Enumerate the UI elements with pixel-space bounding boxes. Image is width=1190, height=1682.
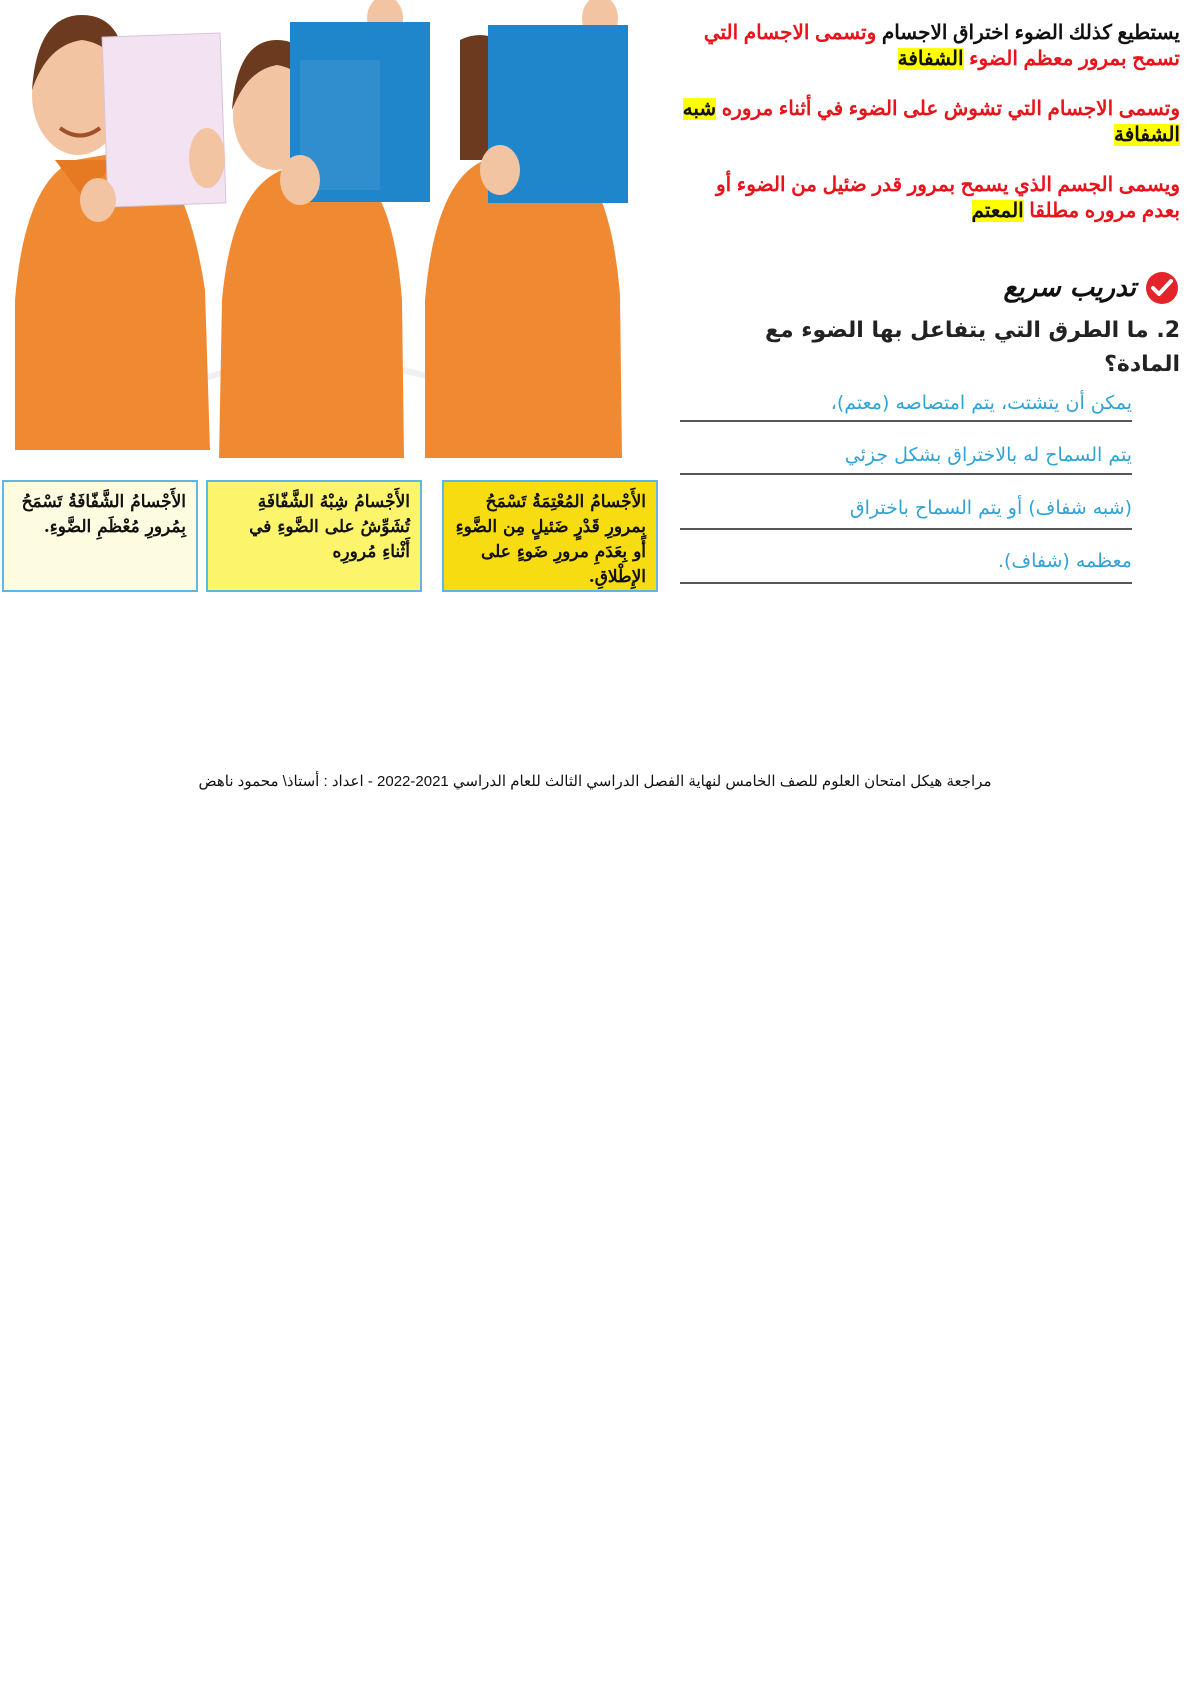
box-translucent <box>206 480 422 592</box>
quick-training-title: تدريب سريع <box>1003 273 1136 303</box>
page-footer: مراجعة هيكل امتحان العلوم للصف الخامس لنهاية الفصل الدراسي الثالث للعام الدراسي 2021-2022 - اعداد : أستاذ\ محمود ناهض <box>198 773 992 790</box>
p3-part-1: ويسمى الجسم الذي يسمح بمرور قدر ضئيل من الضوء أو بعدم مروره مطلقا <box>716 174 1180 222</box>
p3-highlight: المعتم <box>971 200 1024 222</box>
answer-line-4: معظمه (شفاف). <box>997 550 1132 572</box>
answer-rule-2 <box>680 473 1132 475</box>
box-transparent-text: الأَجْسامُ الشَّفّافَةُ تَسْمَحُ بِمُرورِ مُعْظَمِ الضَّوءِ. <box>21 492 186 537</box>
p1-part-2: وتسمى الاجسام التي تسمح بمرور معظم الضوء <box>703 22 1180 70</box>
box-translucent-text: الأَجْسامُ شِبْهُ الشَّفّافَةِ تُشَوِّشُ على الضَّوءِ في أَثْناءِ مُرورِه <box>249 492 410 562</box>
boys-holding-sheets-photo <box>0 0 670 458</box>
answer-line-2: يتم السماح له بالاختراق بشكل جزئي <box>844 444 1132 466</box>
check-badge-icon <box>1144 270 1180 306</box>
answer-rule-1 <box>680 420 1132 422</box>
paragraph-opaque <box>680 172 1180 224</box>
p2-highlight: شبه الشفافة <box>682 98 1180 146</box>
quick-training-header <box>1004 268 1180 308</box>
question-text: 2. ما الطرق التي يتفاعل بها الضوء مع المادة؟ <box>764 318 1180 377</box>
answer-line-3: (شبه شفاف) أو يتم السماح باختراق <box>849 497 1132 519</box>
box-transparent <box>2 480 198 592</box>
paragraph-translucent <box>680 96 1180 148</box>
paragraph-transparent <box>680 20 1180 72</box>
answer-rule-4 <box>680 582 1132 584</box>
answer-rule-3 <box>680 528 1132 530</box>
answer-line-1: يمكن أن يتشتت، يتم امتصاصه (معتم)، <box>830 392 1132 414</box>
p2-part-1: وتسمى الاجسام التي تشوش على الضوء في أثناء مروره <box>716 98 1180 120</box>
p1-part-1: يستطيع كذلك الضوء اختراق الاجسام <box>876 22 1180 44</box>
box-opaque <box>442 480 658 592</box>
box-opaque-text: الأَجْسامُ المُعْتِمَةُ تَسْمَحُ بِمرورِ قَدْرٍ ضَئيلٍ مِن الضَّوءِ أَو بِعَدَمِ مرورِ ضَوءٍ على الإِطْلاقِ. <box>455 492 646 587</box>
p1-highlight: الشفافة <box>897 48 964 70</box>
